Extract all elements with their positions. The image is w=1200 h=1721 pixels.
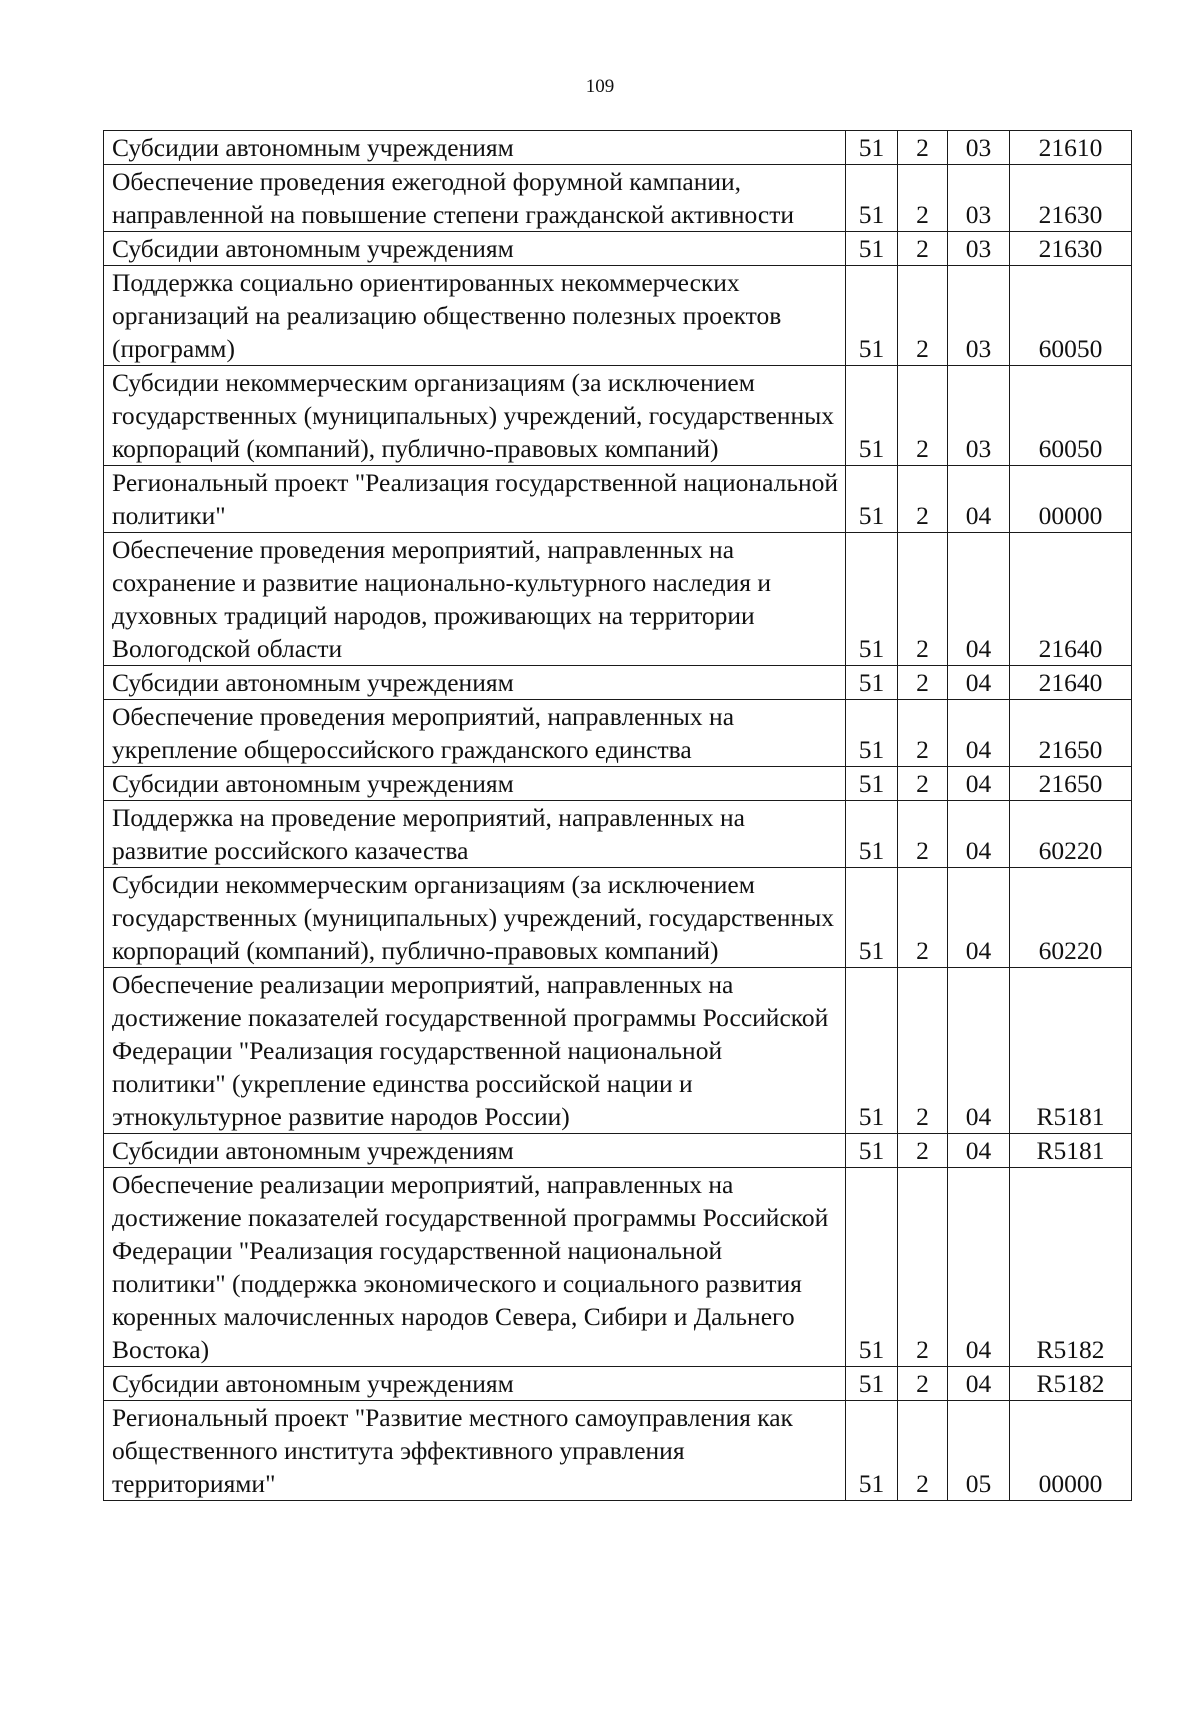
direction-code-cell: 00000 <box>1010 1401 1132 1501</box>
subprogram-code-cell: 04 <box>948 968 1010 1134</box>
subprogram-code-cell: 04 <box>948 1134 1010 1168</box>
direction-code-cell: 21640 <box>1010 666 1132 700</box>
expense-name-cell: Субсидии автономным учреждениям <box>104 232 846 266</box>
subprogram-code-cell: 03 <box>948 232 1010 266</box>
ministry-code-cell: 51 <box>846 1367 898 1401</box>
table-row <box>104 767 1132 801</box>
table-row <box>104 366 1132 466</box>
ministry-code-cell: 51 <box>846 266 898 366</box>
direction-code-cell: R5182 <box>1010 1367 1132 1401</box>
program-code-cell: 2 <box>898 366 948 466</box>
program-code-cell: 2 <box>898 466 948 533</box>
ministry-code-cell: 51 <box>846 165 898 232</box>
expense-name-cell: Обеспечение проведения мероприятий, направленных на укрепление общероссийского гражданского единства <box>104 700 846 767</box>
program-code-cell: 2 <box>898 131 948 165</box>
program-code-cell: 2 <box>898 1401 948 1501</box>
direction-code-cell: 60220 <box>1010 801 1132 868</box>
table-row <box>104 131 1132 165</box>
direction-code-cell: 21610 <box>1010 131 1132 165</box>
expense-name-cell: Субсидии автономным учреждениям <box>104 1134 846 1168</box>
ministry-code-cell: 51 <box>846 232 898 266</box>
direction-code-cell: 21630 <box>1010 165 1132 232</box>
expense-name-cell: Региональный проект "Развитие местного самоуправления как общественного института эффективного управления территориями" <box>104 1401 846 1501</box>
subprogram-code-cell: 04 <box>948 1168 1010 1367</box>
expense-name-cell: Субсидии автономным учреждениям <box>104 666 846 700</box>
direction-code-cell: 21630 <box>1010 232 1132 266</box>
ministry-code-cell: 51 <box>846 968 898 1134</box>
expense-name-cell: Обеспечение проведения ежегодной форумной кампании, направленной на повышение степени гражданской активности <box>104 165 846 232</box>
ministry-code-cell: 51 <box>846 533 898 666</box>
page-number: 109 <box>585 76 615 97</box>
direction-code-cell: R5181 <box>1010 968 1132 1134</box>
table-row <box>104 968 1132 1134</box>
table-row <box>104 165 1132 232</box>
program-code-cell: 2 <box>898 666 948 700</box>
ministry-code-cell: 51 <box>846 366 898 466</box>
subprogram-code-cell: 04 <box>948 666 1010 700</box>
direction-code-cell: 21650 <box>1010 700 1132 767</box>
direction-code-cell: R5182 <box>1010 1168 1132 1367</box>
table-row <box>104 466 1132 533</box>
table-row <box>104 533 1132 666</box>
ministry-code-cell: 51 <box>846 801 898 868</box>
ministry-code-cell: 51 <box>846 1134 898 1168</box>
subprogram-code-cell: 04 <box>948 1367 1010 1401</box>
program-code-cell: 2 <box>898 700 948 767</box>
expense-name-cell: Субсидии некоммерческим организациям (за исключением государственных (муниципальных) учреждений, государственных корпораций (компаний), публично-правовых компаний) <box>104 366 846 466</box>
table-row <box>104 666 1132 700</box>
ministry-code-cell: 51 <box>846 466 898 533</box>
table-row <box>104 801 1132 868</box>
subprogram-code-cell: 03 <box>948 165 1010 232</box>
subprogram-code-cell: 03 <box>948 266 1010 366</box>
program-code-cell: 2 <box>898 266 948 366</box>
expense-name-cell: Поддержка на проведение мероприятий, направленных на развитие российского казачества <box>104 801 846 868</box>
program-code-cell: 2 <box>898 1367 948 1401</box>
expense-name-cell: Региональный проект "Реализация государственной национальной политики" <box>104 466 846 533</box>
expense-name-cell: Обеспечение реализации мероприятий, направленных на достижение показателей государственной программы Российской Федерации "Реализация государственной национальной политики" (укрепление единства российской нации и этнокультурное развитие народов России) <box>104 968 846 1134</box>
subprogram-code-cell: 04 <box>948 868 1010 968</box>
subprogram-code-cell: 04 <box>948 767 1010 801</box>
table-row <box>104 266 1132 366</box>
ministry-code-cell: 51 <box>846 700 898 767</box>
table-row <box>104 700 1132 767</box>
direction-code-cell: 60220 <box>1010 868 1132 968</box>
expense-name-cell: Обеспечение реализации мероприятий, направленных на достижение показателей государственной программы Российской Федерации "Реализация государственной национальной политики" (поддержка экономического и социального развития коренных малочисленных народов Севера, Сибири и Дальнего Востока) <box>104 1168 846 1367</box>
program-code-cell: 2 <box>898 801 948 868</box>
subprogram-code-cell: 04 <box>948 533 1010 666</box>
table-row <box>104 1401 1132 1501</box>
direction-code-cell: R5181 <box>1010 1134 1132 1168</box>
expense-name-cell: Субсидии автономным учреждениям <box>104 131 846 165</box>
table-row <box>104 232 1132 266</box>
direction-code-cell: 21640 <box>1010 533 1132 666</box>
table-row <box>104 1367 1132 1401</box>
program-code-cell: 2 <box>898 533 948 666</box>
direction-code-cell: 60050 <box>1010 366 1132 466</box>
table-row <box>104 1134 1132 1168</box>
direction-code-cell: 60050 <box>1010 266 1132 366</box>
ministry-code-cell: 51 <box>846 666 898 700</box>
program-code-cell: 2 <box>898 767 948 801</box>
expense-name-cell: Обеспечение проведения мероприятий, направленных на сохранение и развитие национально-культурного наследия и духовных традиций народов, проживающих на территории Вологодской области <box>104 533 846 666</box>
budget-table <box>103 130 1132 1501</box>
table-row <box>104 1168 1132 1367</box>
program-code-cell: 2 <box>898 1168 948 1367</box>
program-code-cell: 2 <box>898 1134 948 1168</box>
program-code-cell: 2 <box>898 868 948 968</box>
subprogram-code-cell: 04 <box>948 801 1010 868</box>
subprogram-code-cell: 03 <box>948 366 1010 466</box>
ministry-code-cell: 51 <box>846 1168 898 1367</box>
direction-code-cell: 21650 <box>1010 767 1132 801</box>
ministry-code-cell: 51 <box>846 1401 898 1501</box>
direction-code-cell: 00000 <box>1010 466 1132 533</box>
ministry-code-cell: 51 <box>846 767 898 801</box>
subprogram-code-cell: 05 <box>948 1401 1010 1501</box>
program-code-cell: 2 <box>898 232 948 266</box>
subprogram-code-cell: 04 <box>948 466 1010 533</box>
subprogram-code-cell: 04 <box>948 700 1010 767</box>
ministry-code-cell: 51 <box>846 868 898 968</box>
table-row <box>104 868 1132 968</box>
expense-name-cell: Субсидии автономным учреждениям <box>104 1367 846 1401</box>
program-code-cell: 2 <box>898 165 948 232</box>
expense-name-cell: Субсидии автономным учреждениям <box>104 767 846 801</box>
expense-name-cell: Субсидии некоммерческим организациям (за исключением государственных (муниципальных) учреждений, государственных корпораций (компаний), публично-правовых компаний) <box>104 868 846 968</box>
program-code-cell: 2 <box>898 968 948 1134</box>
subprogram-code-cell: 03 <box>948 131 1010 165</box>
expense-name-cell: Поддержка социально ориентированных некоммерческих организаций на реализацию общественно полезных проектов (программ) <box>104 266 846 366</box>
ministry-code-cell: 51 <box>846 131 898 165</box>
